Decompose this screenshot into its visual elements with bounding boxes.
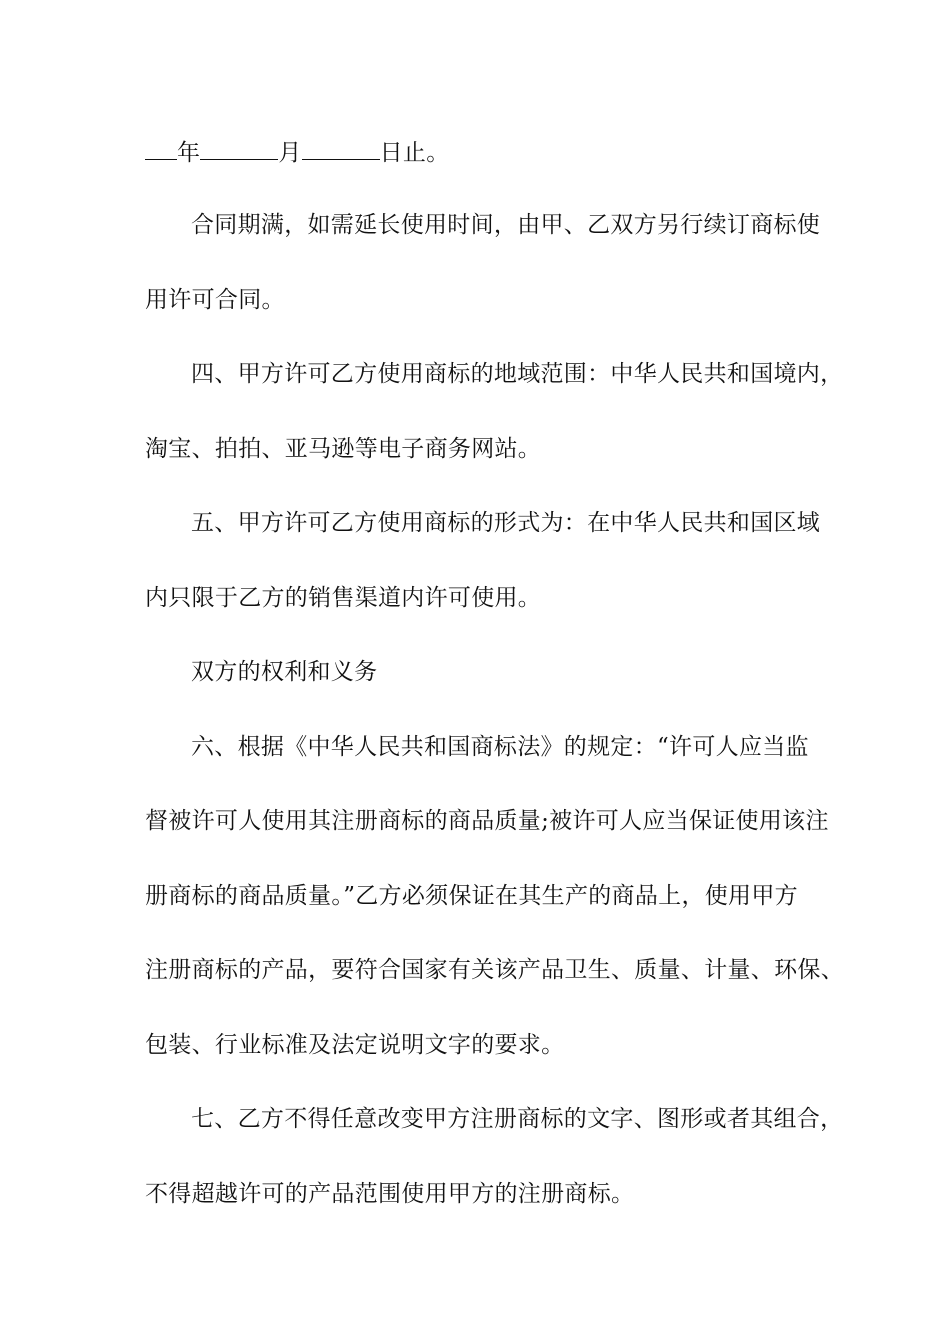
date-line bbox=[145, 137, 810, 167]
month-blank bbox=[200, 137, 278, 160]
clause-5-line: 五、甲方许可乙方使用商标的形式为：在中华人民共和国区域 bbox=[191, 510, 821, 536]
clause-5-line: 内只限于乙方的销售渠道内许可使用。 bbox=[145, 585, 542, 611]
clause-6-line: 六、根据《中华人民共和国商标法》的规定：“许可人应当监 bbox=[191, 734, 809, 760]
year-label: 年 bbox=[177, 140, 201, 166]
section-heading: 双方的权利和义务 bbox=[191, 659, 378, 685]
clause-6-line: 包装、行业标准及法定说明文字的要求。 bbox=[145, 1032, 565, 1058]
day-blank bbox=[302, 137, 380, 160]
paragraph-line: 合同期满，如需延长使用时间，由甲、乙双方另行续订商标使 bbox=[191, 212, 821, 238]
clause-4-line: 四、甲方许可乙方使用商标的地域范围：中华人民共和国境内， bbox=[191, 361, 844, 387]
clause-4-line: 淘宝、拍拍、亚马逊等电子商务网站。 bbox=[145, 436, 542, 462]
clause-7-line: 七、乙方不得任意改变甲方注册商标的文字、图形或者其组合， bbox=[191, 1106, 844, 1132]
month-label: 月 bbox=[278, 140, 302, 166]
clause-7-line: 不得超越许可的产品范围使用甲方的注册商标。 bbox=[145, 1181, 635, 1207]
clause-6-line: 注册商标的产品，要符合国家有关该产品卫生、质量、计量、环保、 bbox=[145, 957, 844, 983]
year-blank bbox=[145, 137, 177, 160]
clause-6-line: 督被许可人使用其注册商标的商品质量;被许可人应当保证使用该注 bbox=[145, 808, 829, 834]
day-label: 日止。 bbox=[379, 140, 450, 166]
clause-6-line: 册商标的商品质量。”乙方必须保证在其生产的商品上，使用甲方 bbox=[145, 883, 798, 909]
paragraph-line: 用许可合同。 bbox=[145, 287, 285, 313]
